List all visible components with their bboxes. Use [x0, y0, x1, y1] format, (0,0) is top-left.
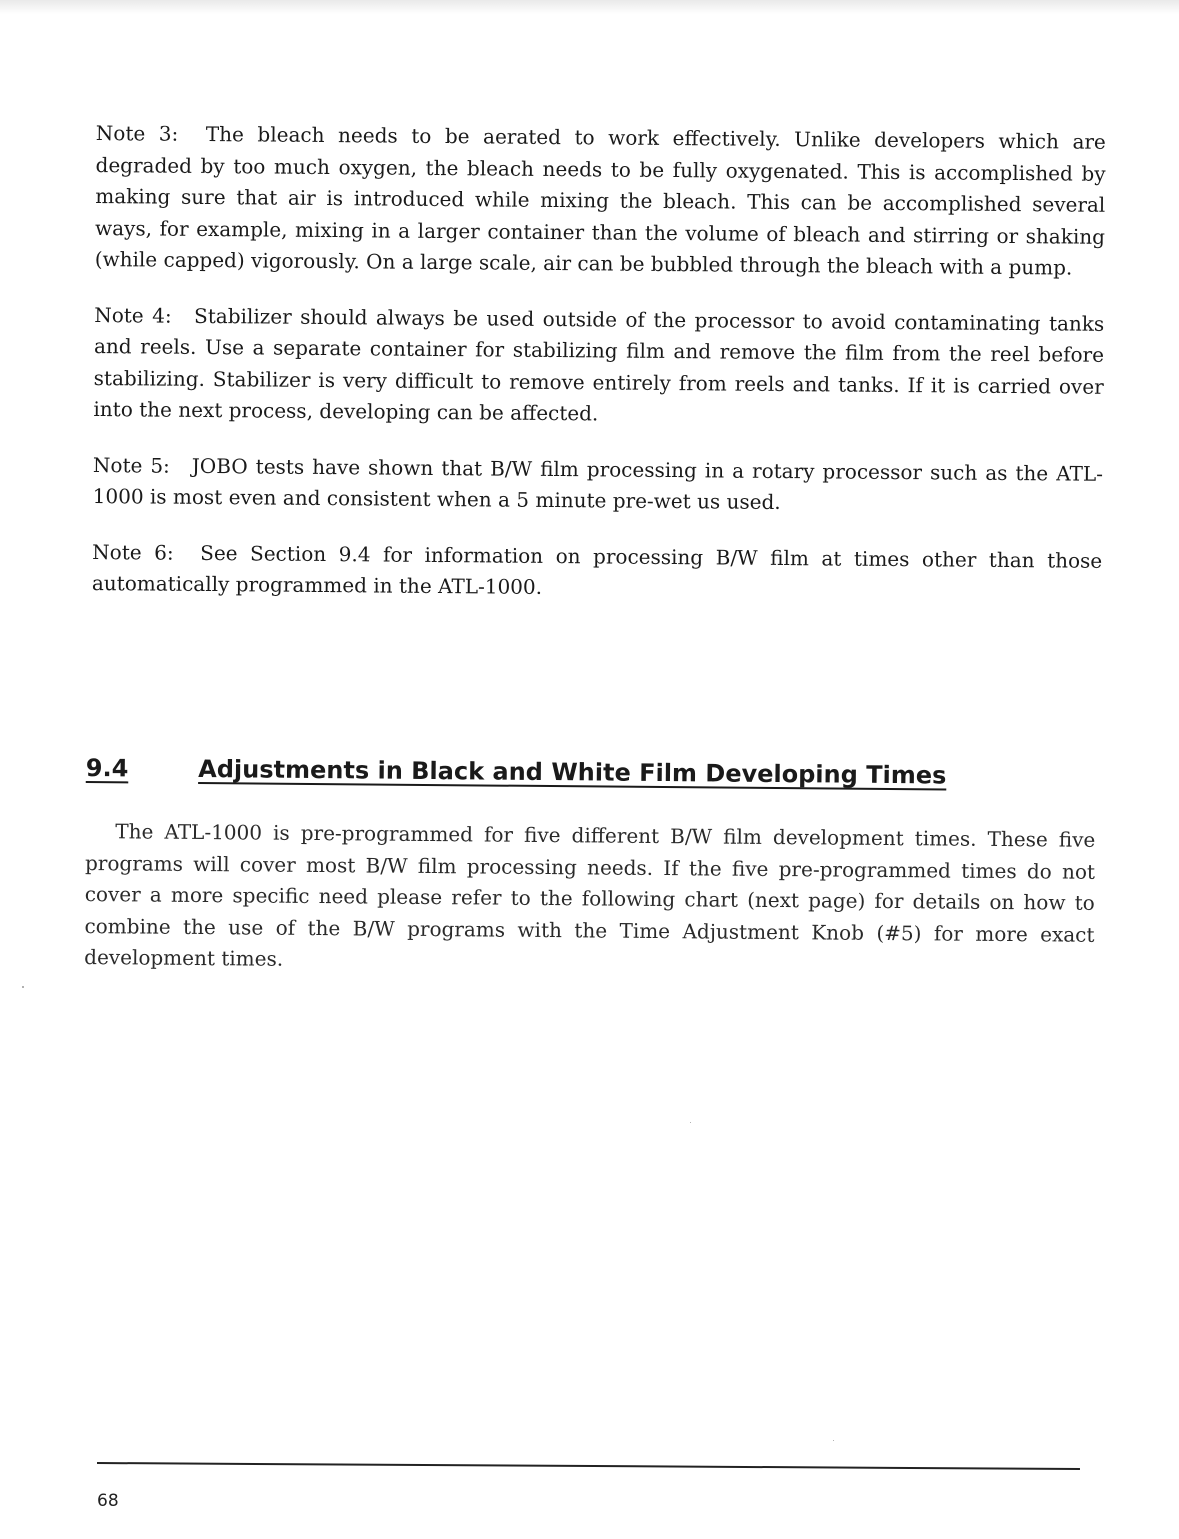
note-3 — [95, 118, 1106, 284]
note-6 — [92, 536, 1103, 608]
section-number: 9.4 — [85, 754, 129, 783]
scan-speck — [22, 986, 24, 988]
section-heading — [86, 754, 1096, 791]
note-text: Stabilizer should always be used outside of the processor to avoid contaminating tanks and reels. Use a separate container for stabilizing film and remove the film from the reel before stabilizing. Stabilizer is very difficult to remove entirely from reels and tanks. If it is carried over into the next process, developing can be affected. — [93, 303, 1105, 426]
page-number: 68 — [97, 1491, 119, 1511]
scan-edge — [0, 0, 1179, 14]
note-4 — [93, 299, 1104, 434]
note-5 — [93, 449, 1104, 521]
section-title: Adjustments in Black and White Film Developing Times — [198, 754, 947, 790]
note-label: Note 4: — [94, 302, 172, 328]
note-text: See Section 9.4 for information on processing B/W film at times other than those automatically programmed in the ATL-1000. — [91, 540, 1103, 599]
scan-speck — [690, 1122, 691, 1123]
notes-block — [92, 118, 1106, 632]
note-text: JOBO tests have shown that B/W film processing in a rotary processor such as the ATL-1000 is most even and consistent when a 5 minute pre-wet us used. — [92, 453, 1104, 514]
footer-rule — [97, 1462, 1080, 1470]
section-9-4 — [84, 754, 1096, 982]
section-body: The ATL-1000 is pre-programmed for five different B/W film development times. These five programs will cover most B/W film processing needs. If the five pre-programmed times do not cover a more specific need please refer to the following chart (next page) for details on how to combine the use of the B/W programs with the Time Adjustment Knob (#5) for more exact development times. — [84, 819, 1096, 971]
note-label: Note 3: — [95, 120, 179, 146]
note-label: Note 6: — [92, 539, 174, 565]
scan-speck — [833, 1440, 834, 1441]
note-label: Note 5: — [92, 452, 170, 478]
note-text: The bleach needs to be aerated to work effectively. Unlike developers which are degraded by too much oxygen, the bleach needs to be fully oxygenated. This is accomplished by making sure that air is introduced while mixing the bleach. This can be accomplished several ways, for example, mixing in a larger container than the volume of bleach and stirring or shaking (while capped) vigorously. On a large scale, air can be bubbled through the bleach with a pump. — [94, 121, 1106, 280]
